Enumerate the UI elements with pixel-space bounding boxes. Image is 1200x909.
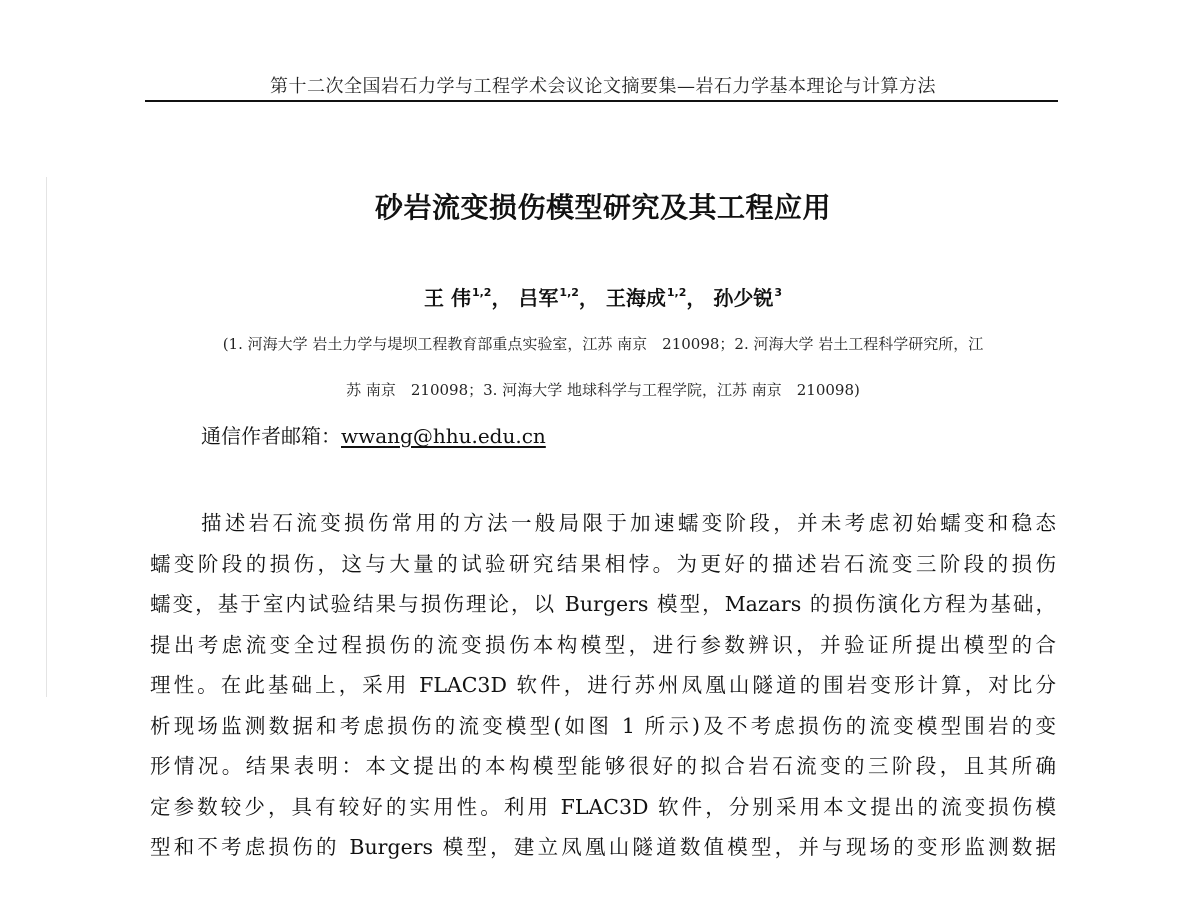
abstract-line: 形情况。结果表明：本文提出的本构模型能够很好的拟合岩石流变的三阶段，且其所确 — [150, 754, 1056, 778]
author-name: 王 伟 — [423, 286, 471, 310]
author-list — [150, 282, 1056, 311]
abstract-line: 提出考虑流变全过程损伤的流变损伤本构模型，进行参数辨识，并验证所提出模型的合 — [150, 632, 1056, 657]
abstract-line: 描述岩石流变损伤常用的方法一般局限于加速蠕变阶段，并未考虑初始蠕变和稳态 — [201, 511, 1056, 535]
author-separator: ， — [491, 286, 512, 310]
corresponding-email — [201, 420, 546, 449]
header-rule — [145, 100, 1058, 102]
abstract-line: 蠕变，基于室内试验结果与损伤理论，以 Burgers 模型，Mazars 的损伤演化方程为基础， — [150, 592, 1056, 616]
author-name: 王海成 — [605, 286, 666, 310]
author-affiliation-mark: 3 — [774, 286, 783, 299]
abstract-line: 蠕变阶段的损伤，这与大量的试验研究结果相悖。为更好的描述岩石流变三阶段的损伤 — [150, 551, 1056, 576]
author-affiliation-mark: 1,2 — [471, 286, 492, 299]
abstract-line: 型和不考虑损伤的 Burgers 模型，建立凤凰山隧道数值模型，并与现场的变形监测数据 — [150, 835, 1056, 859]
author-name: 吕军 — [518, 286, 559, 310]
running-header: 第十二次全国岩石力学与工程学术会议论文摘要集—岩石力学基本理论与计算方法 — [270, 76, 936, 97]
author-name: 孙少锐 — [713, 286, 774, 310]
abstract-body — [150, 503, 1056, 868]
author-separator: ， — [686, 286, 707, 310]
abstract-line: 定参数较少，具有较好的实用性。利用 FLAC3D 软件，分别采用本文提出的流变损伤模 — [150, 794, 1056, 819]
paper-title: 砂岩流变损伤模型研究及其工程应用 — [374, 191, 831, 224]
affiliation-line: 苏 南京 210098；3. 河海大学 地球科学与工程学院，江苏 南京 210098) — [346, 381, 860, 399]
email-link[interactable]: wwang@hhu.edu.cn — [341, 424, 546, 448]
author-affiliation-mark: 1,2 — [666, 286, 687, 299]
scan-margin-line — [46, 177, 47, 697]
author-affiliation-mark: 1,2 — [559, 286, 579, 299]
author-separator: ， — [578, 286, 599, 310]
affiliation-line: (1. 河海大学 岩土力学与堤坝工程教育部重点实验室，江苏 南京 210098；2. 河海大学 岩土工程科学研究所，江 — [222, 335, 984, 353]
abstract-line: 理性。在此基础上，采用 FLAC3D 软件，进行苏州凤凰山隧道的围岩变形计算，对比分 — [150, 673, 1056, 697]
email-label: 通信作者邮箱： — [201, 424, 341, 448]
abstract-line: 析现场监测数据和考虑损伤的流变模型(如图 1 所示)及不考虑损伤的流变模型围岩的变 — [150, 713, 1056, 738]
